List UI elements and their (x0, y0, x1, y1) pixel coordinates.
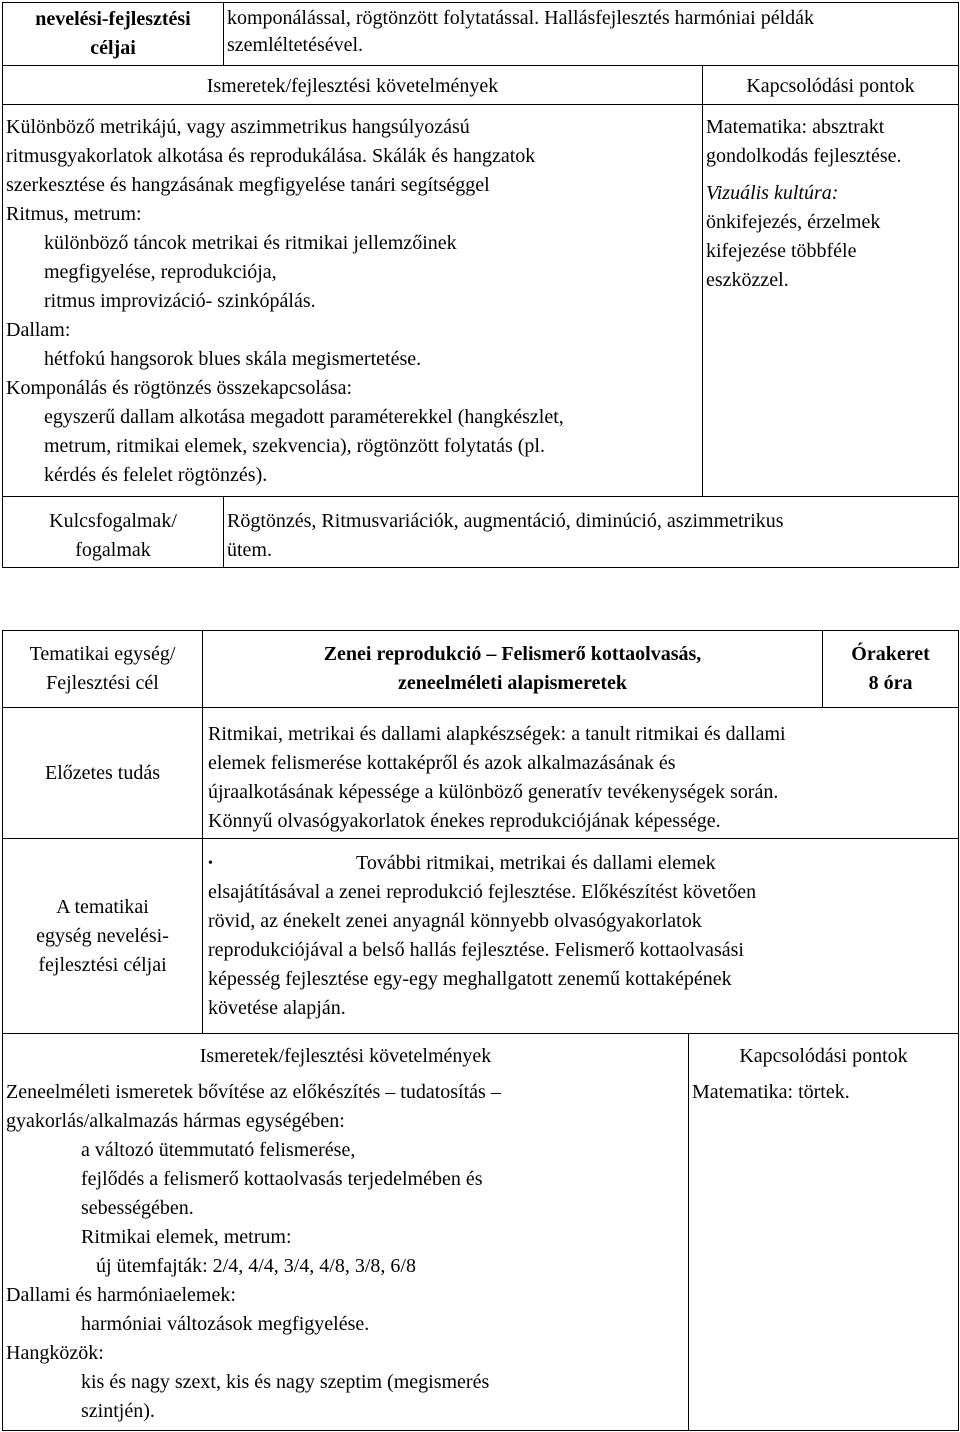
requirements-body (3, 104, 702, 496)
connections-header: Kapcsolódási pontok (746, 75, 915, 97)
harmony-label: Dallami és harmóniaelemek: (6, 1284, 236, 1306)
req2-item: a változó ütemmutató felismerése, (81, 1139, 356, 1161)
connections-body (703, 104, 958, 301)
hours-label: Órakeret (851, 643, 930, 665)
goals2-text-line: reprodukciójával a belső hallás fejlesztése. Felismerő kottaolvasási (208, 939, 744, 961)
conn-visual-line: önkifejezés, érzelmek (706, 211, 881, 233)
goals2-text-line: rövid, az énekelt zenei anyagnál könnyebb olvasógyakorlatok (208, 910, 702, 932)
prior-text-cell (203, 708, 959, 839)
req-line: szerkesztése és hangzásának megfigyelése tanári segítséggel (6, 174, 490, 196)
conn-visual-title: Vizuális kultúra: (706, 182, 839, 204)
requirements2-cell (3, 1034, 689, 1431)
table-bottom (2, 630, 959, 1431)
goals-label-cell (3, 3, 224, 66)
key-text-line: ütem. (227, 539, 272, 561)
conn-visual-line: kifejezése többféle (706, 240, 857, 262)
compose-item: kérdés és felelet rögtönzés). (44, 464, 268, 486)
goals2-text-line: elsajátításával a zenei reprodukció fejlesztése. Előkészítést követően (208, 881, 757, 903)
req2-intro-line: Zeneelméleti ismeretek bővítése az előkészítés – tudatosítás – (6, 1081, 501, 1103)
hours-cell (823, 631, 959, 708)
bullet-icon: • (208, 856, 213, 871)
unit-title-line: zeneelméleti alapismeretek (398, 672, 627, 694)
conn-math-line: Matematika: absztrakt (706, 116, 885, 138)
goals-label-line: céljai (90, 37, 136, 59)
rhythm-item: megfigyelése, reprodukciója, (44, 261, 277, 283)
goals-text-line: szemléltetésével. (227, 34, 364, 56)
prior-label-cell (3, 708, 203, 839)
req-line: Különböző metrikájú, vagy aszimmetrikus hangsúlyozású (6, 116, 470, 138)
goals2-label-line: egység nevelési- (36, 924, 169, 947)
compose-item: metrum, ritmikai elemek, szekvencia), rögtönzött folytatás (pl. (44, 435, 545, 457)
compose-label: Komponálás és rögtönzés összekapcsolása: (6, 377, 353, 399)
goals2-text-cell (203, 839, 959, 1034)
rhythm2-item: új ütemfajták: 2/4, 4/4, 3/4, 4/8, 3/8, 6/8 (96, 1255, 416, 1277)
unit-label-cell (3, 631, 203, 708)
requirements-cell (3, 66, 703, 497)
requirements2-header: Ismeretek/fejlesztési követelmények (199, 1045, 492, 1067)
conn-visual-line: eszközzel. (706, 269, 789, 291)
rhythm-item: ritmus improvizáció- szinkópálás. (44, 290, 316, 312)
conn2-text: Matematika: törtek. (692, 1081, 850, 1103)
goals2-text-line: követése alapján. (208, 997, 346, 1019)
key-text-line: Rögtönzés, Ritmusvariációk, augmentáció, diminúció, aszimmetrikus (227, 510, 784, 532)
intervals-label: Hangközök: (6, 1342, 104, 1364)
connections2-header: Kapcsolódási pontok (739, 1045, 908, 1067)
intervals-item: szintjén). (81, 1400, 155, 1422)
key-label-line: fogalmak (75, 539, 151, 561)
rhythm2-label: Ritmikai elemek, metrum: (81, 1226, 292, 1248)
goals-text-line: komponálással, rögtönzött folytatással. Hallásfejlesztés harmóniai példák (227, 7, 815, 29)
compose-item: egyszerű dallam alkotása megadott paraméterekkel (hangkészlet, (44, 406, 564, 428)
requirements2-body (3, 1074, 688, 1430)
key-label-cell (3, 497, 224, 568)
unit-title-cell (203, 631, 823, 708)
goals2-label-line: fejlesztési céljai (38, 953, 167, 976)
melody-item: hétfokú hangsorok blues skála megismertetése. (44, 348, 422, 370)
requirements-header: Ismeretek/fejlesztési követelmények (206, 75, 499, 97)
conn-math-line: gondolkodás fejlesztése. (706, 145, 902, 167)
connections2-cell (689, 1034, 959, 1431)
req2-item: fejlődés a felismerő kottaolvasás terjedelmében és (81, 1168, 483, 1190)
prior-label: Előzetes tudás (45, 761, 160, 784)
req-line: ritmusgyakorlatok alkotása és reprodukálása. Skálák és hangzatok (6, 145, 536, 167)
req2-intro-line: gyakorlás/alkalmazás hármas egységében: (6, 1110, 345, 1132)
req2-item: sebességében. (81, 1197, 194, 1219)
prior-text-line: Könnyű olvasógyakorlatok énekes reprodukciójának képessége. (208, 810, 721, 832)
connections2-body (689, 1074, 958, 1111)
unit-title-line: Zenei reprodukció – Felismerő kottaolvasás, (323, 643, 702, 665)
prior-text-line: elemek felismerése kottaképről és azok alkalmazásának és (208, 752, 676, 774)
goals2-bullet-row (208, 849, 955, 878)
goals2-first-line: További ritmikai, metrikai és dallami elemek (356, 852, 716, 874)
key-text-cell (224, 497, 959, 568)
goals-label-line: nevelési-fejlesztési (35, 8, 191, 30)
prior-text-line: újraalkotásának képessége a különböző generatív tevékenységek során. (208, 781, 779, 803)
unit-label-line: Tematikai egység/ (29, 643, 176, 665)
goals2-label-line: A tematikai (56, 895, 149, 918)
unit-label-line: Fejlesztési cél (46, 672, 159, 694)
goals2-label-cell (3, 839, 203, 1034)
prior-text-line: Ritmikai, metrikai és dallami alapkészségek: a tanult ritmikai és dallami (208, 723, 786, 745)
hours-value: 8 óra (868, 672, 913, 694)
table-top (2, 2, 959, 568)
key-label-line: Kulcsfogalmak/ (49, 510, 177, 532)
intervals-item: kis és nagy szext, kis és nagy szeptim (megismerés (81, 1371, 490, 1393)
connections-cell (703, 66, 959, 497)
goals2-text-line: képesség fejlesztése egy-egy meghallgatott zenemű kottaképének (208, 968, 732, 990)
rhythm-item: különböző táncok metrikai és ritmikai jellemzőinek (44, 232, 457, 254)
melody-label: Dallam: (6, 319, 71, 341)
rhythm-label: Ritmus, metrum: (6, 203, 142, 225)
goals-text-cell (224, 3, 959, 66)
harmony-item: harmóniai változások megfigyelése. (81, 1313, 370, 1335)
